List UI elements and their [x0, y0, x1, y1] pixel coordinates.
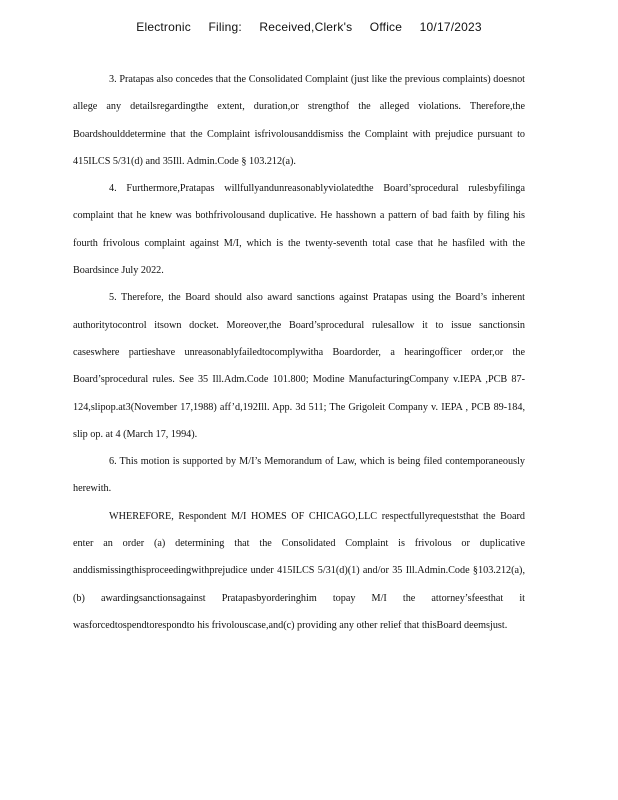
paragraph-4: 4. Furthermore,Pratapas willfullyandunreasonablyviolatedthe Board’sprocedural rulesbyfilinga complaint that he knew was bothfrivolousand duplicative. He hasshown a pattern of bad faith by filing his fourth frivolous complaint against M/I, which is the twenty-seventh total case that he hasfiled with the Boardsince July 2022.	[73, 183, 525, 277]
wherefore-paragraph: WHEREFORE, Respondent M/I HOMES OF CHICAGO,LLC respectfullyrequeststhat the Board enter an order (a) determining that the Consolidated Complaint is frivolous or duplicative anddismissingthisproceedingwithprejudice under 415ILCS 5/31(d)(1) and/or 35 Ill.Admin.Code §103.212(a),(b) awardingsanctionsagainst Pratapasbyorderinghim topay M/I the attorney’sfeesthat it wasforcedtospendtorespondto his frivolouscase,and(c) providing any other relief that thisBoard deemsjust.	[73, 510, 525, 631]
paragraph-3: 3. Pratapas also concedes that the Consolidated Complaint (just like the previous complaints) doesnot allege any detailsregardingthe extent, duration,or strengthof the alleged violations. Therefore,the Boardshoulddetermine that the Complaint isfrivolousanddismiss the Complaint with prejudice pursuant to 415ILCS 5/31(d) and 35Ill. Admin.Code § 103.212(a).	[73, 74, 525, 167]
filing-stamp-header: Electronic Filing: Received,Clerk's Office 10/17/2023	[136, 20, 482, 34]
paragraph-6: 6. This motion is supported by M/I’s Memorandum of Law, which is being filed contemporaneously herewith.	[73, 456, 525, 495]
document-body	[73, 66, 525, 639]
paragraph-5: 5. Therefore, the Board should also award sanctions against Pratapas using the Board’s inherent authoritytocontrol itsown docket. Moreover,the Board’sprocedural rulesallow it to issue sanctionsin caseswhere partieshave unreasonablyfailedtocomplywitha Boardorder, a hearingofficer order,or the Board’sprocedural rules. See 35 Ill.Adm.Code 101.800; Modine ManufacturingCompany v.IEPA ,PCB 87-124,slipop.at3(November 17,1988) aff’d,192Ill. App. 3d 511; The Grigoleit Company v. IEPA , PCB 89-184, slip op. at 4 (March 17, 1994).	[73, 292, 525, 440]
